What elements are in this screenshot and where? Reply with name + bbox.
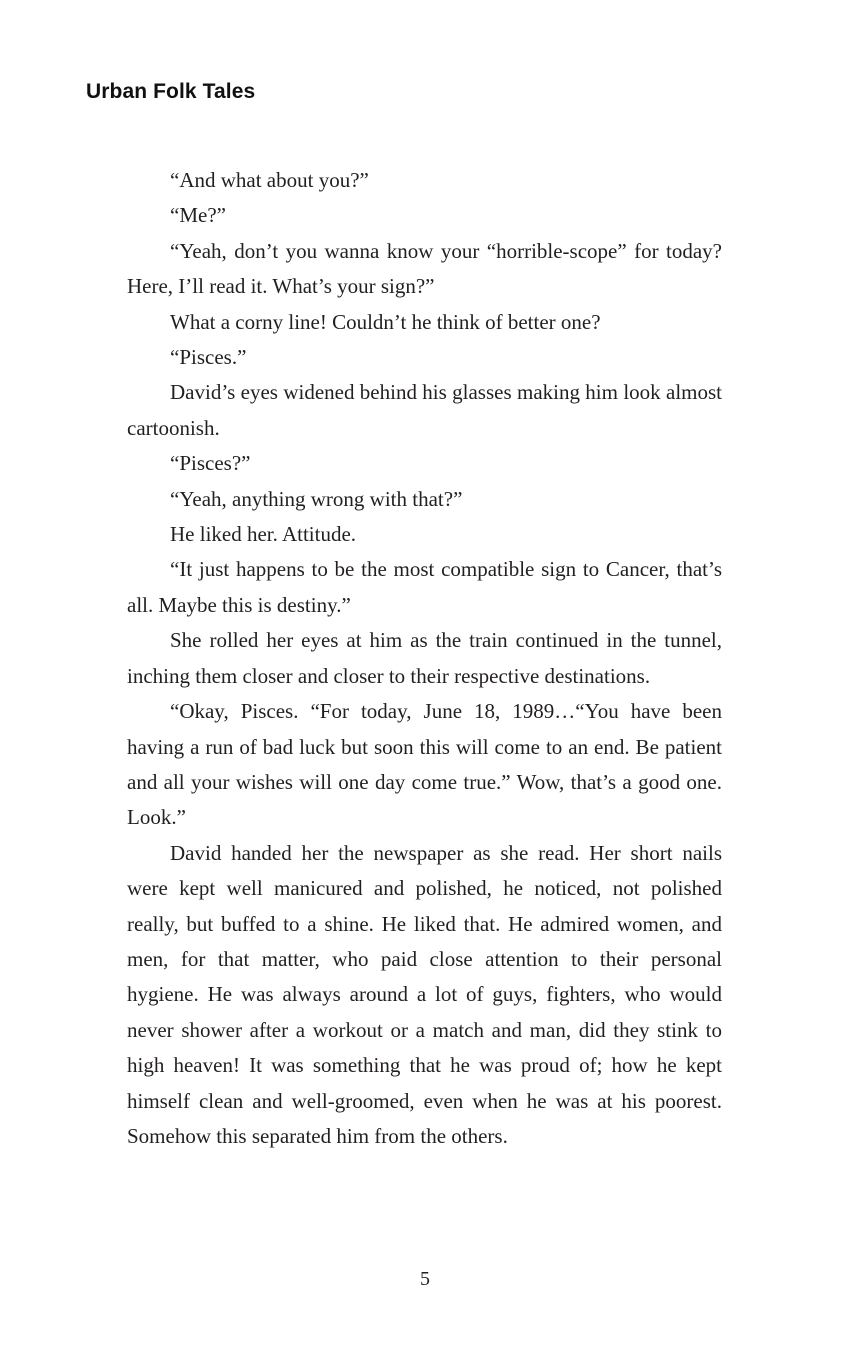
running-head-title: Urban Folk Tales [86,80,256,103]
page-number: 5 [420,1268,430,1290]
paragraph: “Okay, Pisces. “For today, June 18, 1989…“You have been having a run of bad luck but soon this will come to an end. Be patient and all your wishes will one day come true.” Wow, that’s a good one. Look.” [127,699,722,830]
paragraph: David’s eyes widened behind his glasses making him look almost cartoonish. [127,380,722,440]
paragraph: “Yeah, anything wrong with that?” [170,486,463,511]
paragraph: “Me?” [170,203,226,228]
paragraph: “Yeah, don’t you wanna know your “horrible-scope” for today? Here, I’ll read it. What’s your sign?” [127,238,722,299]
paragraph: “It just happens to be the most compatible sign to Cancer, that’s all. Maybe this is destiny.” [127,557,722,617]
paragraph: “And what about you?” [170,168,369,192]
paragraph: What a corny line! Couldn’t he think of better one? [170,309,601,334]
paragraph: He liked her. Attitude. [170,522,357,547]
paragraph: David handed her the newspaper as she read. Her short nails were kept well manicured and polished, he noticed, not polished really, but buffed to a shine. He liked that. He admired women, and men, for that matter, who paid close attention to their personal hygiene. He was always around a lot of guys, fighters, who would never shower after a workout or a match and man, did they stink to high heaven! It was something that he was proud of; how he kept himself clean and well-groomed, even when he was at his poorest. Somehow this separated him from the others. [127,840,722,1148]
paragraph: “Pisces?” [170,451,251,476]
paragraph: She rolled her eyes at him as the train continued in the tunnel, inching them closer and closer to their respective destinations. [127,628,722,688]
body-text [127,163,722,1154]
paragraph: “Pisces.” [170,345,247,370]
